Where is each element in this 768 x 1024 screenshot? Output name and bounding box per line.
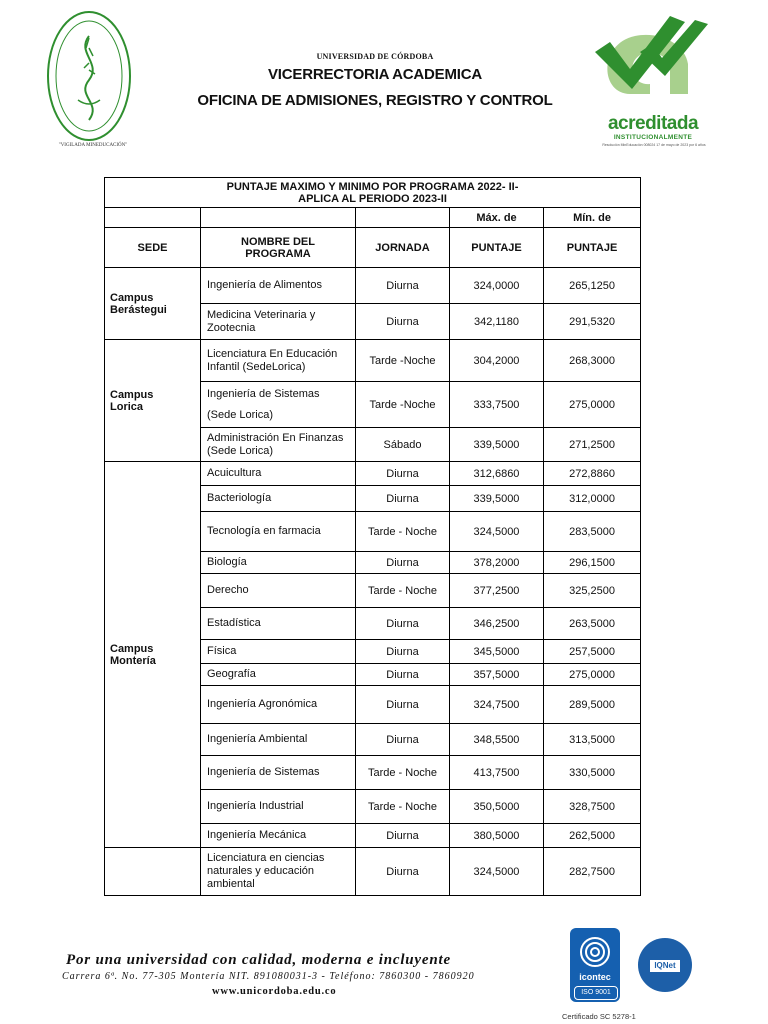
min-score: 282,7500 xyxy=(544,848,641,896)
campus-name: Montería xyxy=(110,654,156,667)
program-name: Biología xyxy=(201,552,356,574)
jornada: Diurna xyxy=(356,486,450,512)
program-name: Tecnología en farmacia xyxy=(201,512,356,552)
max-score: 324,5000 xyxy=(450,512,544,552)
min-score: 263,5000 xyxy=(544,608,641,640)
jornada: Diurna xyxy=(356,304,450,340)
program-name: Derecho xyxy=(201,574,356,608)
jornada: Tarde - Noche xyxy=(356,574,450,608)
campus-label: Campus xyxy=(110,291,154,304)
table-row xyxy=(105,340,641,382)
empty-cell xyxy=(356,208,450,228)
certificate-number: Certificado SC 5278-1 xyxy=(562,1012,636,1021)
footer-website[interactable]: www.unicordoba.edu.co xyxy=(212,986,337,997)
seal-caption: "VIGILADA MINEDUCACIÓN" xyxy=(58,143,128,148)
jornada: Diurna xyxy=(356,462,450,486)
max-score: 345,5000 xyxy=(450,640,544,664)
accreditation-word: acreditada xyxy=(607,113,699,134)
jornada: Diurna xyxy=(356,724,450,756)
campus-cell xyxy=(105,268,201,340)
program-name: Administración En Finanzas (Sede Lorica) xyxy=(201,428,356,462)
max-score: 339,5000 xyxy=(450,428,544,462)
min-score: 272,8860 xyxy=(544,462,641,486)
jornada: Tarde - Noche xyxy=(356,790,450,824)
program-name: Ingeniería de Sistemas xyxy=(207,387,320,400)
accreditation-subtitle: INSTITUCIONALMENTE xyxy=(613,134,693,141)
accreditation-resolution: Resolución MinEducación 008024 17 de mayo de 2023 por 6 años xyxy=(602,143,706,147)
table-title-line1: PUNTAJE MAXIMO Y MINIMO POR PROGRAMA 2022- II- xyxy=(226,180,519,193)
min-score: 275,0000 xyxy=(544,664,641,686)
max-score: 346,2500 xyxy=(450,608,544,640)
footer-address: Carrera 6ª. No. 77-305 Montería NIT. 891080031-3 - Teléfono: 7860300 - 7860920 xyxy=(62,971,475,982)
jornada: Diurna xyxy=(356,848,450,896)
university-name: UNIVERSIDAD DE CÓRDOBA xyxy=(316,52,434,61)
program-name: Estadística xyxy=(201,608,356,640)
program-name: Ingeniería Agronómica xyxy=(201,686,356,724)
max-score: 377,2500 xyxy=(450,574,544,608)
icontec-spiral-icon xyxy=(570,928,620,972)
jornada: Diurna xyxy=(356,608,450,640)
min-score: 330,5000 xyxy=(544,756,641,790)
footer-slogan: Por una universidad con calidad, moderna e incluyente xyxy=(66,952,451,968)
jornada: Diurna xyxy=(356,640,450,664)
jornada: Sábado xyxy=(356,428,450,462)
campus-name: Lorica xyxy=(110,400,144,413)
header-jornada: JORNADA xyxy=(356,228,450,268)
program-name: Geografía xyxy=(201,664,356,686)
jornada: Diurna xyxy=(356,268,450,304)
max-score: 378,2000 xyxy=(450,552,544,574)
empty-cell xyxy=(105,208,201,228)
jornada: Tarde - Noche xyxy=(356,512,450,552)
icontec-label: icontec xyxy=(579,972,611,982)
campus-label: Campus xyxy=(110,642,154,655)
min-score: 271,2500 xyxy=(544,428,641,462)
program-name: Ingeniería Mecánica xyxy=(201,824,356,848)
max-score: 350,5000 xyxy=(450,790,544,824)
max-score: 333,7500 xyxy=(450,382,544,428)
scores-table xyxy=(104,177,641,896)
table-row xyxy=(105,268,641,304)
min-score: 283,5000 xyxy=(544,512,641,552)
table-title-line2: APLICA AL PERIODO 2023-II xyxy=(298,192,447,205)
max-score: 304,2000 xyxy=(450,340,544,382)
empty-cell xyxy=(201,208,356,228)
office-title: OFICINA DE ADMISIONES, REGISTRO Y CONTROL xyxy=(197,92,553,109)
max-score: 357,5000 xyxy=(450,664,544,686)
program-sede-note: (Sede Lorica) xyxy=(207,408,274,421)
header-max: PUNTAJE xyxy=(450,228,544,268)
table-row xyxy=(105,848,641,896)
jornada: Diurna xyxy=(356,552,450,574)
min-score: 265,1250 xyxy=(544,268,641,304)
min-score: 328,7500 xyxy=(544,790,641,824)
program-name: Ingeniería de Alimentos xyxy=(201,268,356,304)
min-score: 289,5000 xyxy=(544,686,641,724)
header-programa: NOMBRE DEL PROGRAMA xyxy=(201,228,356,268)
campus-label: Campus xyxy=(110,388,154,401)
jornada: Diurna xyxy=(356,664,450,686)
program-name: Ingeniería de Sistemas xyxy=(201,756,356,790)
campus-cell xyxy=(105,462,201,848)
jornada: Tarde - Noche xyxy=(356,756,450,790)
accreditation-logo xyxy=(590,14,710,100)
max-score: 342,1180 xyxy=(450,304,544,340)
min-score: 325,2500 xyxy=(544,574,641,608)
university-seal-logo xyxy=(46,8,132,144)
program-name: Ingeniería Ambiental xyxy=(201,724,356,756)
max-score: 348,5500 xyxy=(450,724,544,756)
jornada: Tarde -Noche xyxy=(356,382,450,428)
jornada: Tarde -Noche xyxy=(356,340,450,382)
jornada: Diurna xyxy=(356,686,450,724)
table-row xyxy=(105,462,641,486)
vicerrectoria-title: VICERRECTORIA ACADEMICA xyxy=(267,66,483,83)
table-title xyxy=(105,178,641,208)
program-name: Ingeniería Industrial xyxy=(201,790,356,824)
min-score: 291,5320 xyxy=(544,304,641,340)
campus-cell xyxy=(105,340,201,462)
min-score: 312,0000 xyxy=(544,486,641,512)
program-name: Bacteriología xyxy=(201,486,356,512)
header-sede: SEDE xyxy=(105,228,201,268)
program-name-cell xyxy=(201,382,356,428)
jornada: Diurna xyxy=(356,824,450,848)
campus-name: Berástegui xyxy=(110,303,167,316)
program-name: Acuicultura xyxy=(201,462,356,486)
min-score: 268,3000 xyxy=(544,340,641,382)
program-name: Licenciatura en ciencias naturales y educación ambiental xyxy=(201,848,356,896)
empty-campus-cell xyxy=(105,848,201,896)
max-score: 339,5000 xyxy=(450,486,544,512)
max-score: 413,7500 xyxy=(450,756,544,790)
program-name: Licenciatura En Educación Infantil (SedeLorica) xyxy=(201,340,356,382)
min-score: 275,0000 xyxy=(544,382,641,428)
header-max-top: Máx. de xyxy=(450,208,544,228)
min-score: 262,5000 xyxy=(544,824,641,848)
max-score: 324,0000 xyxy=(450,268,544,304)
min-score: 257,5000 xyxy=(544,640,641,664)
max-score: 324,7500 xyxy=(450,686,544,724)
max-score: 324,5000 xyxy=(450,848,544,896)
iso-label: ISO 9001 xyxy=(574,986,618,1000)
max-score: 380,5000 xyxy=(450,824,544,848)
program-name: Física xyxy=(201,640,356,664)
header-min-top: Mín. de xyxy=(544,208,641,228)
header-min: PUNTAJE xyxy=(544,228,641,268)
min-score: 296,1500 xyxy=(544,552,641,574)
program-name: Medicina Veterinaria y Zootecnia xyxy=(201,304,356,340)
max-score: 312,6860 xyxy=(450,462,544,486)
iqnet-label: IQNet xyxy=(650,960,680,972)
min-score: 313,5000 xyxy=(544,724,641,756)
